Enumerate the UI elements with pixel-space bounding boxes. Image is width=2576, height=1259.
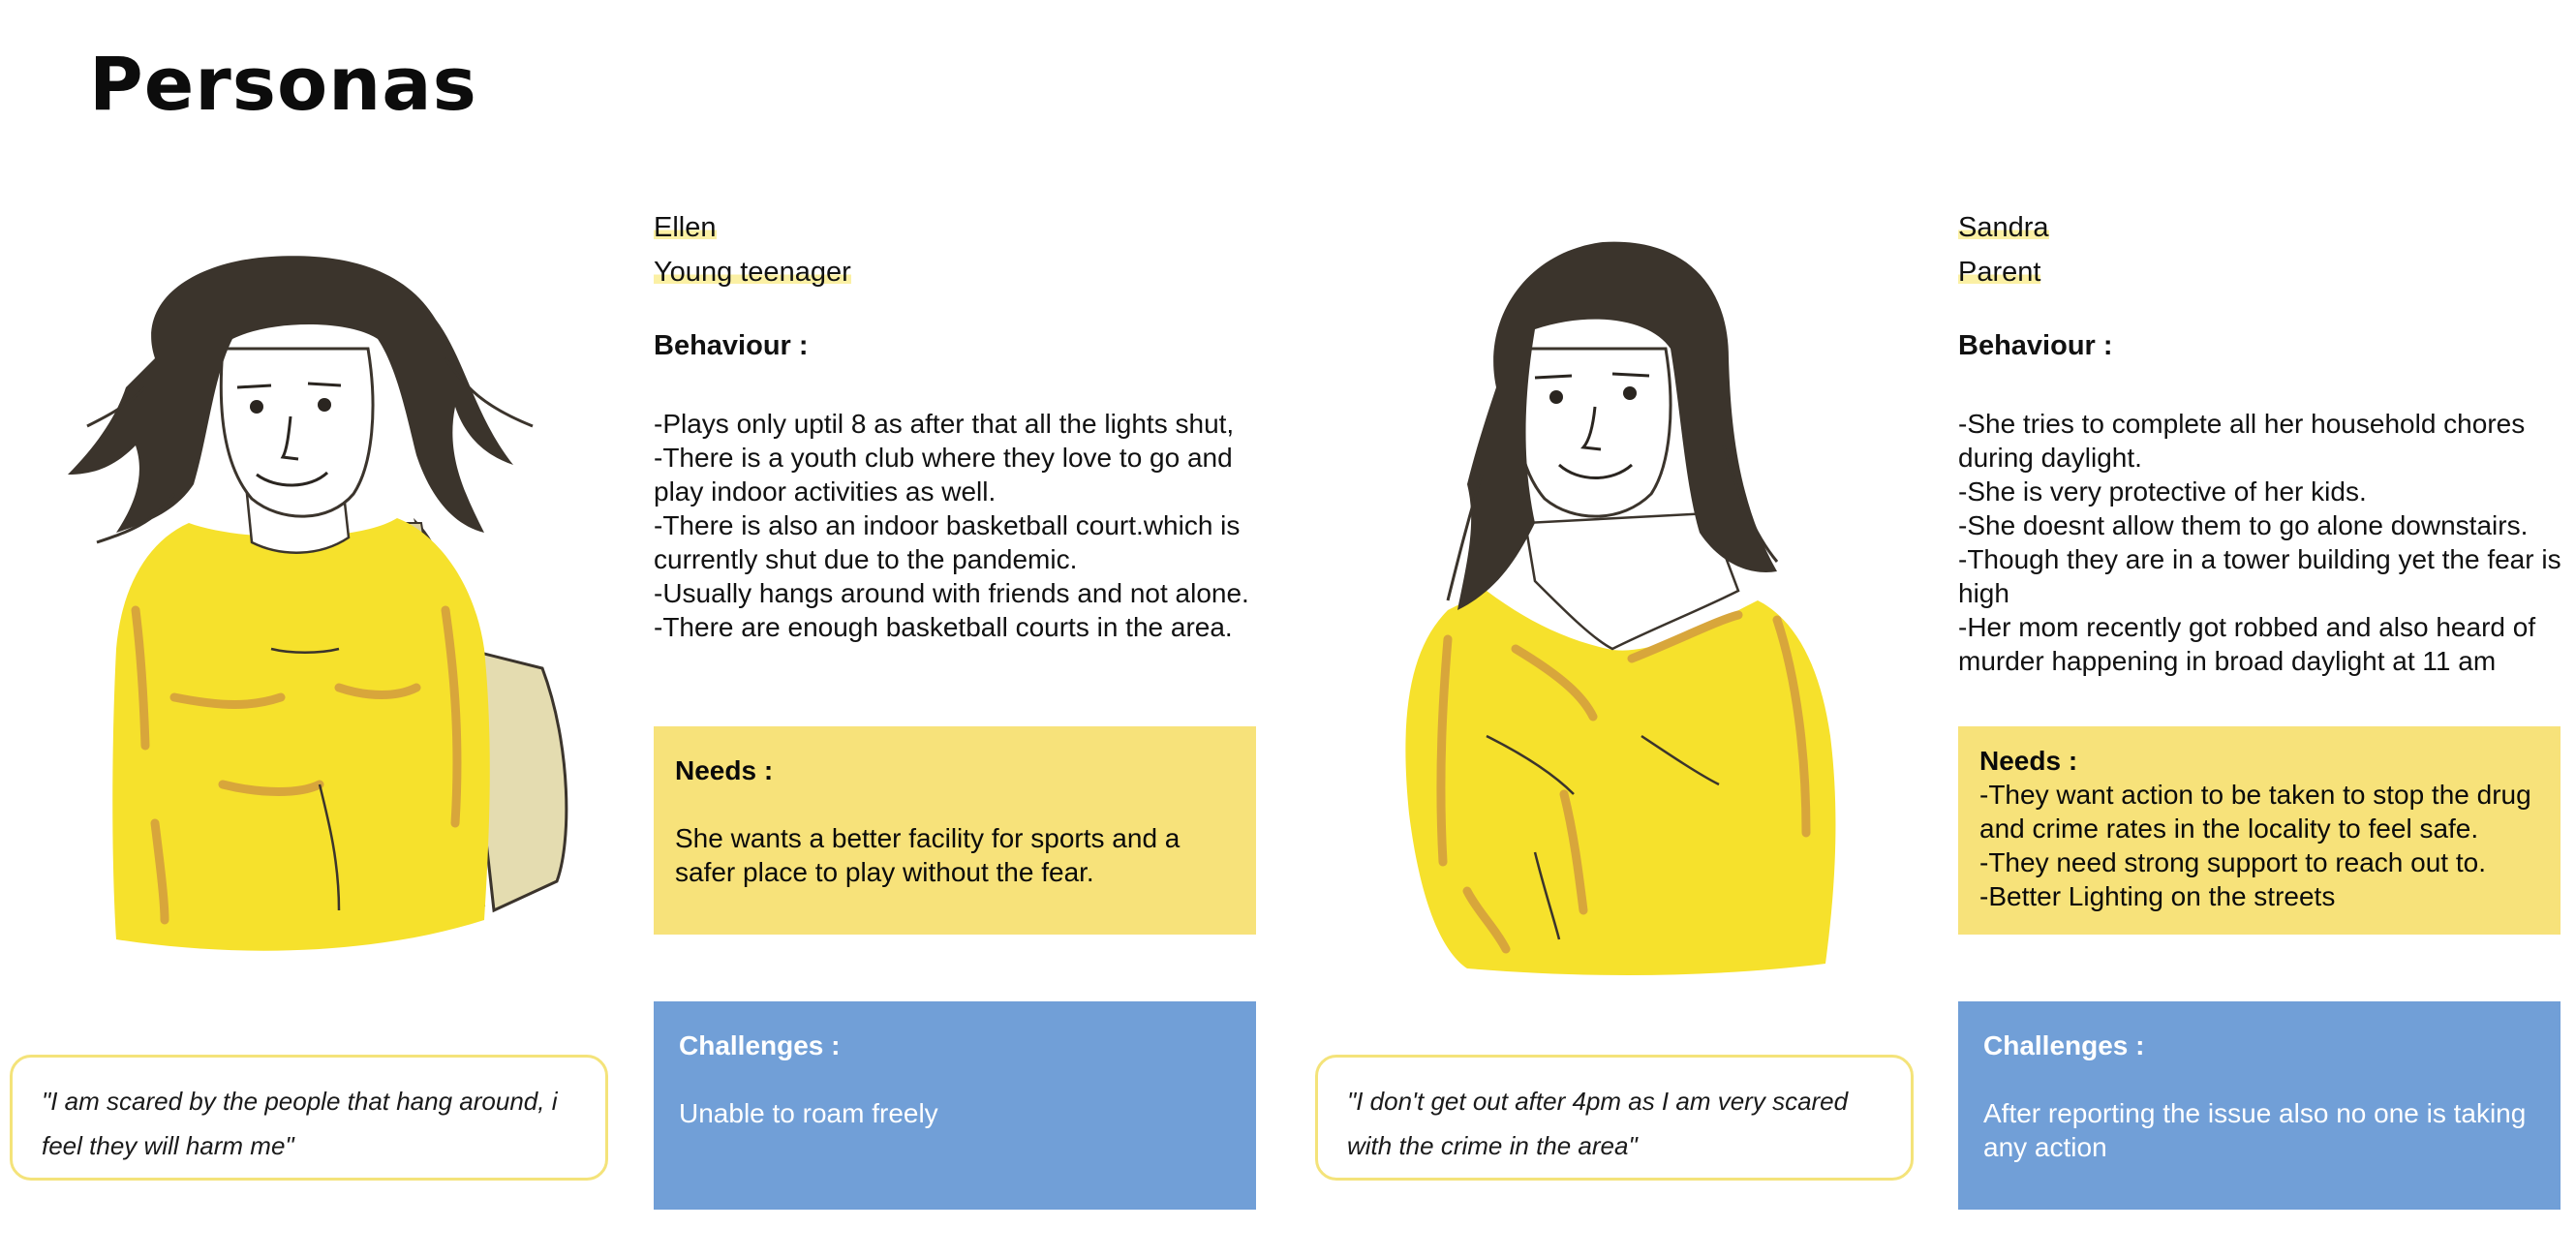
persona-illustration: [1390, 232, 1855, 978]
challenges-text: Unable to roam freely: [679, 1098, 938, 1128]
page-title: Personas: [89, 41, 477, 127]
challenges-heading: Challenges :: [679, 1030, 841, 1060]
behaviour-item: -Though they are in a tower building yet the fear is high: [1958, 544, 2561, 608]
behaviour-heading: Behaviour :: [1958, 330, 2113, 361]
persona-quote: "I am scared by the people that hang around, i feel they will harm me": [10, 1055, 608, 1181]
behaviour-list: [1958, 407, 2576, 678]
needs-box: [654, 726, 1256, 935]
challenges-box: [654, 1001, 1256, 1210]
needs-heading: Needs :: [1979, 746, 2078, 776]
needs-box: [1958, 726, 2561, 935]
behaviour-item: -There is a youth club where they love to go and play indoor activities as well.: [654, 443, 1233, 507]
persona-role: Young teenager: [654, 257, 851, 288]
needs-text: She wants a better facility for sports and a safer place to play without the fear.: [675, 823, 1181, 887]
behaviour-item: -She doesnt allow them to go alone downstairs.: [1958, 510, 2529, 540]
needs-item: -Better Lighting on the streets: [1979, 881, 2336, 911]
persona-name: Sandra: [1958, 212, 2049, 243]
behaviour-item: -She is very protective of her kids.: [1958, 476, 2367, 507]
behaviour-item: -Usually hangs around with friends and not alone.: [654, 578, 1249, 608]
persona-role: Parent: [1958, 257, 2041, 288]
challenges-box: [1958, 1001, 2561, 1210]
needs-item: -They need strong support to reach out to.: [1979, 847, 2486, 877]
behaviour-item: -Plays only uptil 8 as after that all the lights shut,: [654, 409, 1235, 439]
needs-item: -They want action to be taken to stop the drug and crime rates in the locality to feel safe.: [1979, 780, 2531, 844]
behaviour-item: -She tries to complete all her household chores during daylight.: [1958, 409, 2526, 473]
persona-quote: "I don't get out after 4pm as I am very scared with the crime in the area": [1315, 1055, 1914, 1181]
needs-heading: Needs :: [675, 755, 774, 785]
persona-illustration: [29, 242, 581, 959]
challenges-heading: Challenges :: [1983, 1030, 2145, 1060]
challenges-text: After reporting the issue also no one is taking any action: [1983, 1098, 2527, 1162]
behaviour-item: -There are enough basketball courts in the area.: [654, 612, 1233, 642]
behaviour-item: -Her mom recently got robbed and also heard of murder happening in broad daylight at 11 am: [1958, 612, 2536, 676]
behaviour-item: -There is also an indoor basketball court.which is currently shut due to the pandemic.: [654, 510, 1241, 574]
persona-name: Ellen: [654, 212, 717, 243]
behaviour-heading: Behaviour :: [654, 330, 809, 361]
behaviour-list: [654, 407, 1273, 644]
